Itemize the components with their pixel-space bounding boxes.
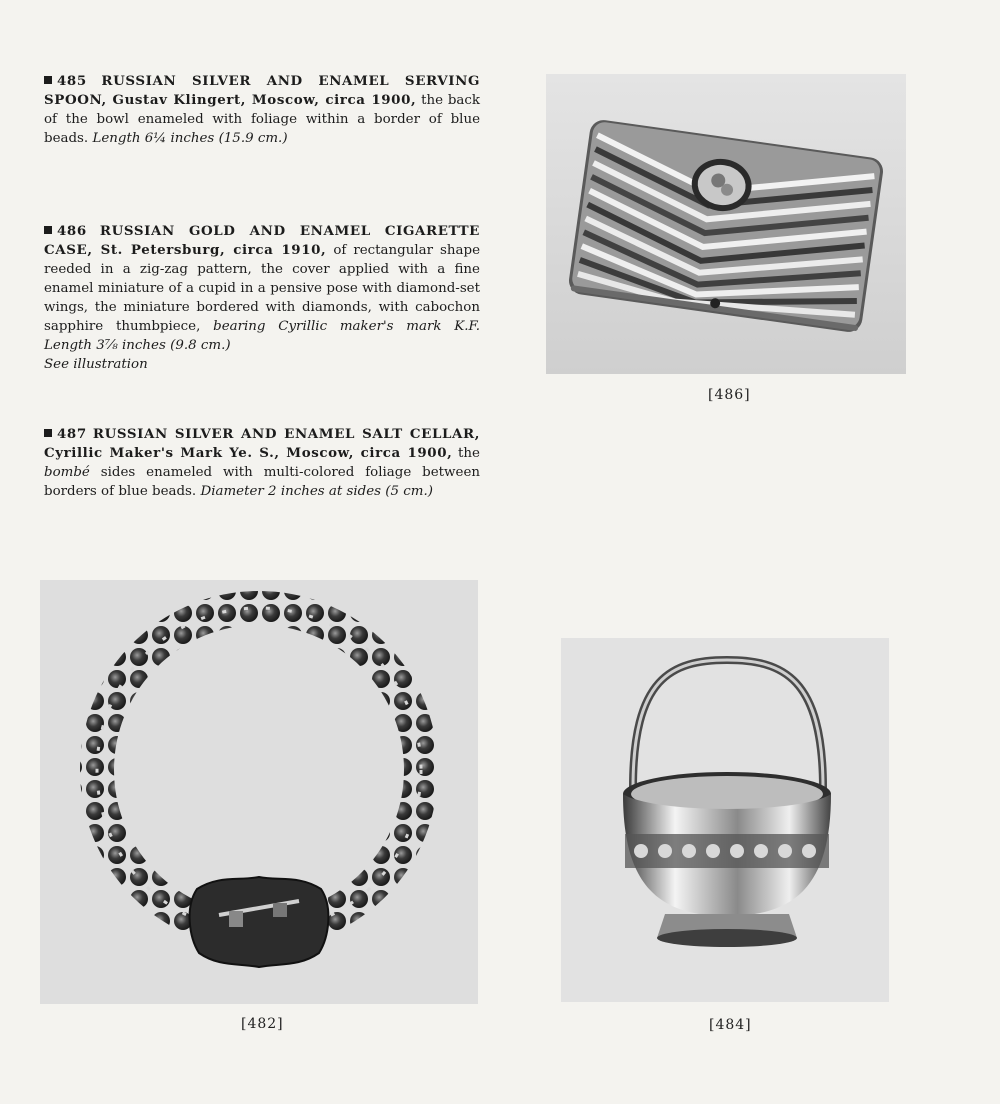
- lot-487-body-italic: bombé: [44, 465, 90, 480]
- figure-482-caption: [482]: [241, 1016, 284, 1032]
- lot-marker-icon: [44, 429, 52, 437]
- lot-486-note: See illustration: [44, 357, 148, 372]
- lot-487-body-before: the: [458, 446, 480, 461]
- lot-486-measure: bearing Cyrillic maker's mark K.F. Length 3⅞ inches (9.8 cm.): [44, 319, 480, 353]
- lot-486-entry: [44, 222, 480, 374]
- basket-image: [561, 638, 889, 1002]
- lot-485-number: 485: [57, 73, 87, 89]
- figure-486-caption: [486]: [708, 387, 751, 403]
- lot-487-heading: RUSSIAN SILVER AND ENAMEL SALT CELLAR, Cyrillic Maker's Mark Ye. S., Moscow, circa 1900,: [44, 426, 480, 461]
- lot-486-heading: RUSSIAN GOLD AND ENAMEL CIGARETTE CASE, St. Petersburg, circa 1910,: [44, 223, 480, 258]
- cigarette-case-image: [546, 74, 906, 374]
- necklace-photo: [40, 580, 478, 1004]
- lot-487-measure: Diameter 2 inches at sides (5 cm.): [200, 484, 433, 499]
- lot-marker-icon: [44, 226, 52, 234]
- necklace-image: [40, 580, 478, 1004]
- basket-photo: [561, 638, 889, 1002]
- lot-486-body: of rectangular shape reeded in a zig-zag pattern, the cover applied with a fine enamel miniature of a cupid in a pensive pose with diamond-set wings, the miniature bordered with diamonds, with cabochon sapphire thumbpiece,: [44, 243, 481, 334]
- lot-487-body: sides enameled with multi-colored foliage between borders of blue beads.: [44, 465, 480, 499]
- lot-485-measure: Length 6¼ inches (15.9 cm.): [92, 131, 288, 146]
- lot-marker-icon: [44, 76, 52, 84]
- lot-486-number: 486: [57, 223, 87, 239]
- lot-485-heading: RUSSIAN SILVER AND ENAMEL SERVING SPOON, Gustav Klingert, Moscow, circa 1900,: [44, 73, 480, 108]
- lot-487-entry: [44, 425, 480, 501]
- figure-484-caption: [484]: [709, 1017, 752, 1033]
- lot-485-body: the back of the bowl enameled with foliage within a border of blue beads.: [44, 93, 480, 146]
- lot-487-number: 487: [57, 426, 87, 442]
- cigarette-case-photo: [546, 74, 906, 374]
- lot-485-entry: [44, 72, 480, 148]
